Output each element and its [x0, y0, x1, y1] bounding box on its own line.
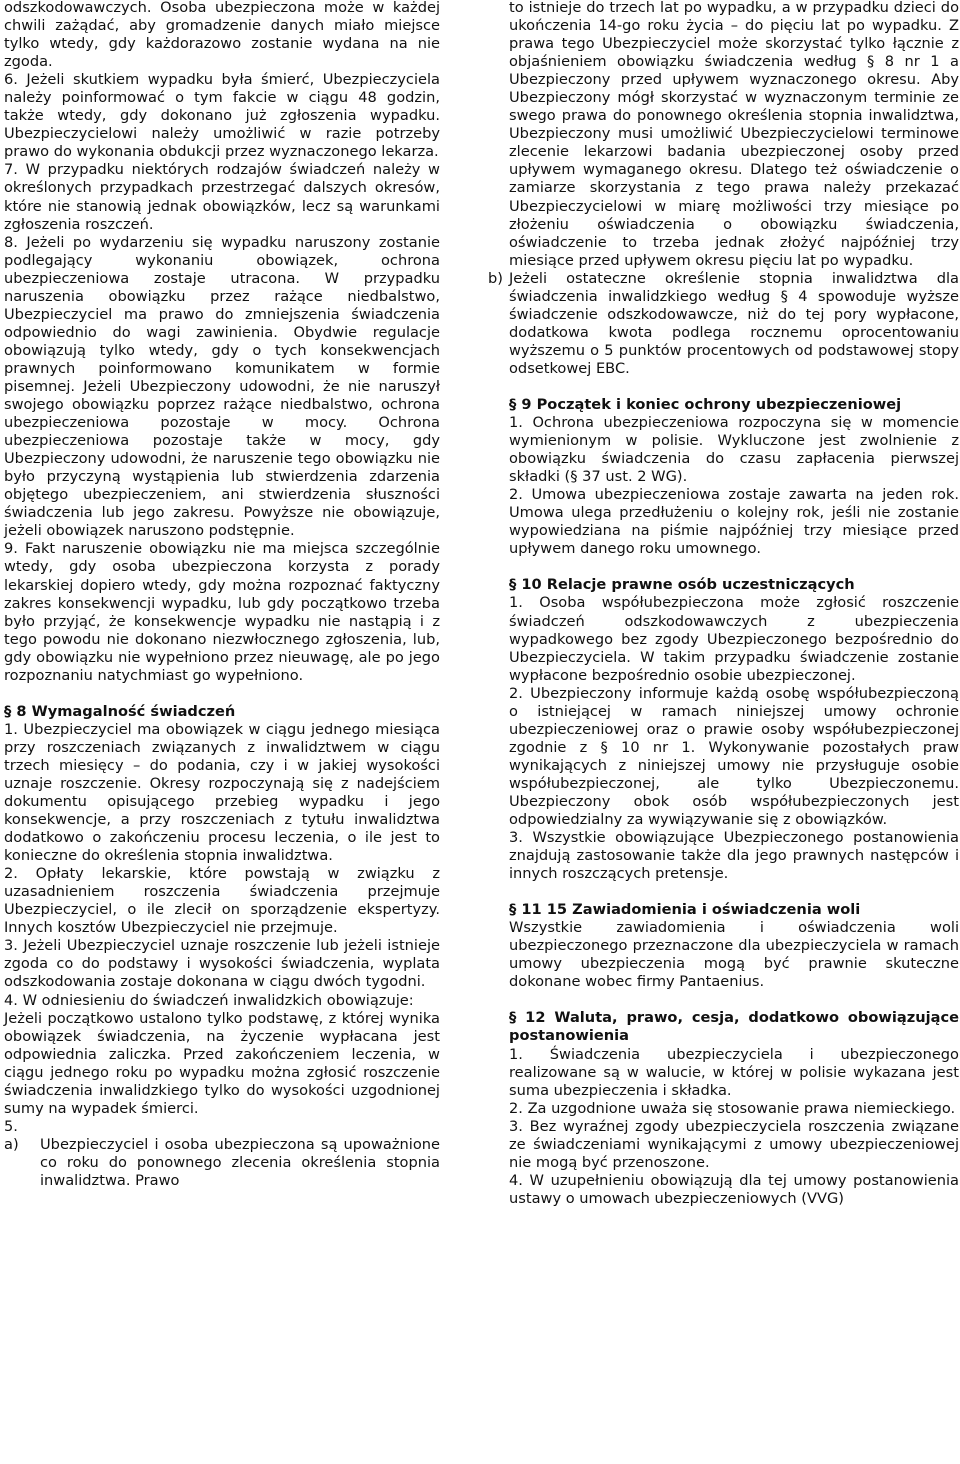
section-8-item-3: 3. Jeżeli Ubezpieczyciel uznaje roszczenie lub jeżeli istnieje zgoda co do podstawy i wysokości świadczenia, wyplata odszkodowania zostaje dokonana w ciągu dwóch tygodni. [4, 937, 440, 991]
paragraph-item-9: 9. Fakt naruszenie obowiązku nie ma miejsca szczególnie wtedy, gdy osoba ubezpieczona korzysta z porady lekarskiej dopiero wtedy, gdy można rozpoznać faktyczny zakres konsekwencji wypadku, lub gdy początkowo trzeba było przyjąć, że konsekwencje wypadku nie nastąpią i z tego powodu nie dokonano niezwłocznego zgłoszenia, lub, gdy obowiązku nie wypełniono przez nieuwagę, ale po jego rozpoznaniu natychmiast go wypełniono. [4, 540, 440, 684]
section-heading-8: § 8 Wymagalność świadczeń [4, 702, 236, 720]
left-column [4, 0, 440, 1190]
section-10-item-2: 2. Ubezpieczony informuje każdą osobę współubezpieczoną o istniejącej w ramach niniejszej umowy ochronie ubezpieczeniowej oraz o prawie osoby współubezpieczonej zgodnie z § 10 nr 1. Wykonywanie pozostałych praw wynikających z niniejszej umowy nie przysługuje osobie współubezpieczonej, ale tylko Ubezpieczonemu. Ubezpieczony obok osób współubezpieczonych jest odpowiedzialny za wywiązywanie się z obowiązków. [509, 684, 959, 829]
section-8-item-5: 5. [4, 1117, 18, 1135]
list-marker: a) [4, 1135, 19, 1153]
section-heading-12: § 12 Waluta, prawo, cesja, dodatkowo obowiązujące postanowienia [509, 1009, 959, 1045]
section-12-item-1: 1. Świadczenia ubezpieczyciela i ubezpieczonego realizowane są w walucie, w której w polisie wykazana jest suma ubezpieczenia i składka. [509, 1045, 959, 1099]
paragraph-item-8: 8. Jeżeli po wydarzeniu się wypadku naruszony zostanie podlegający wykonaniu obowiązek, ochrona ubezpieczeniowa zostaje utracona. W przypadku naruszenia obowiązku przez rażące niedbalstwo, Ubezpieczyciel ma prawo do zmniejszenia świadczenia odpowiednio do wagi zawinienia. Obydwie regulacje obowiązują tylko wtedy, gdy o tych konsekwencjach prawnych poinformowano komunikatem w formie pisemnej. Jeżeli Ubezpieczony udowodni, że nie naruszył swojego obowiązku poprzez rażące niedbalstwo, ochrona ubezpieczeniowa pozostaje w mocy. Ochrona ubezpieczeniowa pozostaje także w mocy, gdy Ubezpieczony udowodni, że naruszenie tego obowiązku nie było przyczyną wystąpienia lub stwierdzenia zdarzenia objętego ubezpieczeniem, ani stwierdzenia słuszności świadczenia lub jego zakresu. Powyższe nie obowiązuje, jeżeli obowiązek naruszono podstępnie. [4, 233, 440, 540]
section-8-item-5a [4, 1136, 440, 1190]
section-9-item-2: 2. Umowa ubezpieczeniowa zostaje zawarta na jeden rok. Umowa ulega przedłużeniu o kolejny rok, jeśli nie zostanie wypowiedziana na piśmie najpóźniej trzy miesiące przed upływem danego roku umownego. [509, 486, 959, 558]
section-10-item-1: 1. Osoba współubezpieczona może zgłosić roszczenie świadczeń odszkodowawczych z ubezpieczenia wypadkowego bez zgody Ubezpieczonego bezpośrednio do Ubezpieczyciela. W takim przypadku świadczenie zostanie wypłacone bezpośrednio osobie ubezpieczonej. [509, 594, 959, 684]
section-11-text: Wszystkie zawiadomienia i oświadczenia woli ubezpieczonego przeznaczone dla ubezpieczyciela w ramach umowy ubezpieczenia mogą być prawnie skuteczne dokonane wobec firmy Pantaenius. [509, 919, 959, 991]
paragraph-item-6: 6. Jeżeli skutkiem wypadku była śmierć, Ubezpieczyciela należy poinformować o tym fakcie w ciągu 48 godzin, także wtedy, gdy dokonano już zgłoszenia wypadku. Ubezpieczycielowi należy umożliwić w razie potrzeby prawo do wykonania obdukcji przez wyznaczonego lekarza. [4, 71, 440, 161]
section-heading-9: § 9 Początek i koniec ochrony ubezpieczeniowej [509, 395, 902, 413]
section-8-item-4: 4. W odniesieniu do świadczeń inwalidzkich obowiązuje: [4, 991, 414, 1009]
section-9-item-1: 1. Ochrona ubezpieczeniowa rozpoczyna się w momencie wymienionym w polisie. Wykluczone jest zwolnienie z obowiązku świadczenia do czasu zapłacenia pierwszej składki (§ 37 ust. 2 WG). [509, 414, 959, 486]
right-column [488, 0, 959, 1208]
section-12-item-3: 3. Bez wyraźnej zgody ubezpieczyciela roszczenia związane ze świadczeniami wynikającymi z umowy ubezpieczeniowej nie mogą być przenoszone. [509, 1117, 959, 1171]
section-heading-10: § 10 Relacje prawne osób uczestniczących [509, 576, 855, 594]
section-12-item-2: 2. Za uzgodnione uważa się stosowanie prawa niemieckiego. [509, 1099, 956, 1117]
section-10-item-3: 3. Wszystkie obowiązujące Ubezpieczonego postanowienia znajdują zastosowanie także dla jego prawnych następców i innych roszczących pretensje. [509, 829, 959, 883]
list-item-text: Ubezpieczyciel i osoba ubezpieczona są upoważnione co roku do ponownego zlecenia określenia stopnia inwalidztwa. Prawo [40, 1135, 440, 1189]
section-12-item-4: 4. W uzupełnieniu obowiązują dla tej umowy postanowienia ustawy o umowach ubezpieczeniowych (VVG) [509, 1171, 959, 1207]
section-8-item-4-text: Jeżeli początkowo ustalono tylko podstawę, z której wynika obowiązek świadczenia, na życzenie wypłacana jest odpowiednia zaliczka. Przed zakończeniem leczenia, w ciągu jednego roku po wypadku można zgłosić roszczenie świadczenia inwalidzkiego tylko do wysokości uzgodnionej sumy na wypadek śmierci. [4, 1009, 440, 1117]
paragraph-item-7: 7. W przypadku niektórych rodzajów świadczeń należy w określonych przypadkach przestrzegać dalszych okresów, które nie stanowią jednak obowiązków, lecz są warunkami zgłoszenia roszczeń. [4, 161, 440, 233]
section-8-item-5a-continued: to istnieje do trzech lat po wypadku, a w przypadku dzieci do ukończenia 14-go roku życia – do pięciu lat po wypadku. Z prawa tego Ubezpieczyciel może skorzystać tylko łącznie z objaśnieniem obowiązku świadczenia według § 8 nr 1 a Ubezpieczony przed upływem wyznaczonego okresu. Aby Ubezpieczony mógł skorzystać w wyznaczonym terminie ze swego prawa do ponownego określenia stopnia inwalidztwa, Ubezpieczony musi umożliwić Ubezpieczycielowi terminowe zlecenie lekarzowi badania ubezpieczonej osoby przed upływem wymaganego okresu. Dlatego też oświadczenie o zamiarze skorzystania z tego prawa należy przekazać Ubezpieczycielowi w miarę możliwości trzy miesiące po złożeniu oświadczenia o obowiązku świadczenia, oświadczenie to trzeba jednak złożyć najpóźniej trzy miesiące przed upływem okresu pięciu lat po wypadku. [509, 0, 959, 269]
section-8-item-1: 1. Ubezpieczyciel ma obowiązek w ciągu jednego miesiąca przy roszczeniach związanych z inwalidztwem w ciągu trzech miesięcy – do podania, czy i w jakiej wysokości uznaje roszczenie. Okresy rozpoczynają się z nadejściem dokumentu opisującego przebieg wypadku i jego konsekwencje, a przy roszczeniach z tytułu inwalidztwa dodatkowo o zakończeniu procesu leczenia, o ile jest to konieczne do określenia stopnia inwalidztwa. [4, 720, 440, 865]
section-8-item-5b [488, 269, 959, 378]
list-item-text: Jeżeli ostateczne określenie stopnia inwalidztwa dla świadczenia inwalidzkiego według § 4 spowoduje wyższe świadczenie odszkodowawcze, niż do tej pory wypłacone, dodatkowa kwota podlega rocznemu oprocentowaniu wyższemu o 5 punktów procentowych od podstawowej stopy odsetkowej EBC. [509, 269, 959, 377]
section-8-item-2: 2. Opłaty lekarskie, które powstają w związku z uzasadnieniem roszczenia świadczenia przejmuje Ubezpieczyciel, o ile zlecił on sporządzenie ekspertyzy. Innych kosztów Ubezpieczyciel nie przejmuje. [4, 865, 440, 937]
section-heading-11: § 11 15 Zawiadomienia i oświadczenia woli [509, 901, 861, 919]
paragraph: odszkodowawczych. Osoba ubezpieczona może w każdej chwili zażądać, aby gromadzenie danych miało miejsce tylko wtedy, gdy każdorazowo zostanie wydana na nie zgoda. [4, 0, 440, 71]
list-marker: b) [488, 269, 503, 287]
